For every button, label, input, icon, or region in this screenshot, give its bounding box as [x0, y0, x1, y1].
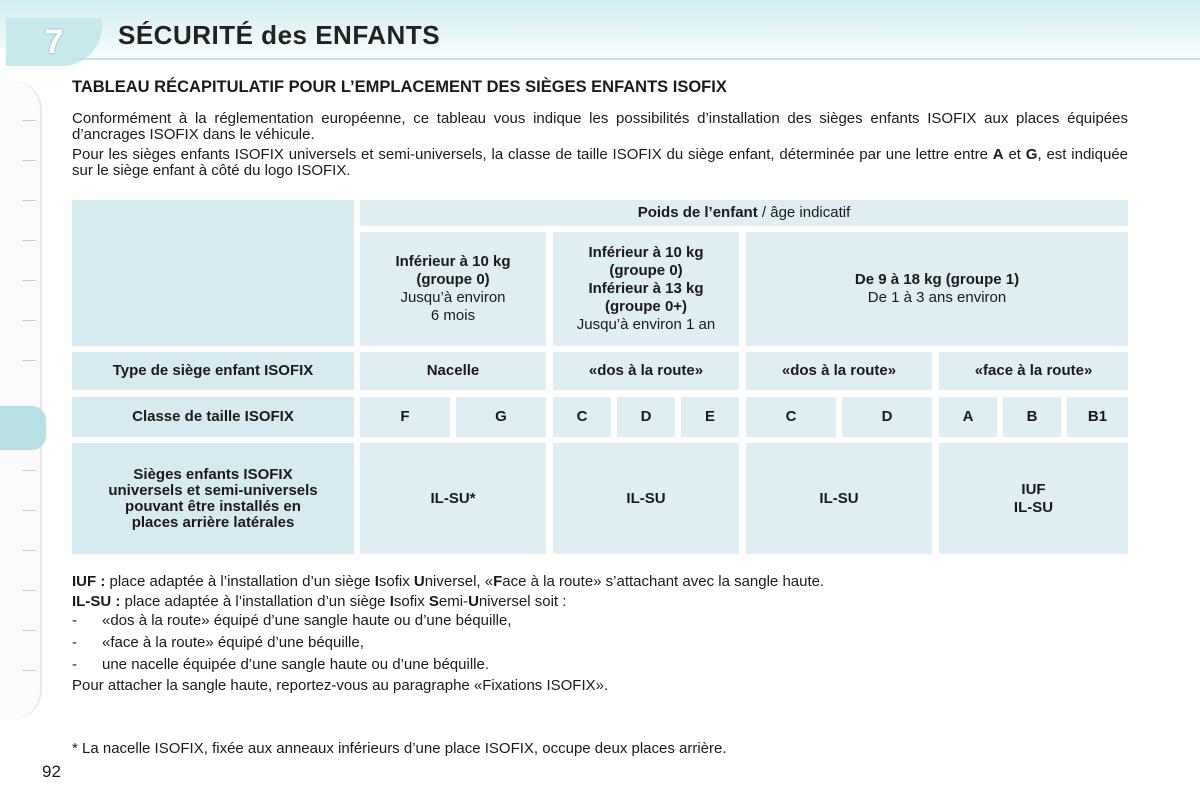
intro-paragraph-1: Conformément à la réglementation européenne, ce tableau vous indique les possibilités d’installation des sièges enfants ISOFIX aux places équipées d’ancrages ISOFIX dans le véhicule.	[72, 110, 1128, 143]
legend-list-item: - «dos à la route» équipé d’une sangle haute ou d’une béquille,	[72, 612, 512, 629]
class-cell: B1	[1067, 397, 1128, 437]
class-cell: A	[939, 397, 997, 437]
class-cell: D	[842, 397, 932, 437]
value-cell: IL-SU	[746, 443, 932, 554]
table-corner-cell	[72, 200, 354, 346]
row-label-size-class: Classe de taille ISOFIX	[72, 397, 354, 437]
class-cell: C	[746, 397, 836, 437]
row-label-seats: Sièges enfants ISOFIX universels et semi-universels pouvant être installés en places arrière latérales	[72, 443, 354, 554]
rail-tick	[22, 160, 36, 161]
rail-tick	[22, 240, 36, 241]
class-cell: G	[456, 397, 546, 437]
intro-paragraph-2: Pour les sièges enfants ISOFIX universels et semi-universels, la classe de taille ISOFIX du siège enfant, déterminée par une lettre entre A et G, est indiquée sur le siège enfant à côté du logo ISOFIX.	[72, 146, 1129, 179]
rail-tick	[22, 120, 36, 121]
class-cell: E	[681, 397, 739, 437]
margin-rail	[0, 80, 42, 720]
group-1-cell: De 9 à 18 kg (groupe 1) De 1 à 3 ans environ	[746, 232, 1128, 346]
weight-header: Poids de l’enfant / âge indicatif	[360, 200, 1128, 226]
legend-note: Pour attacher la sangle haute, reportez-vous au paragraphe «Fixations ISOFIX».	[72, 677, 609, 694]
group-0plus-cell: Inférieur à 10 kg (groupe 0) Inférieur à 13 kg (groupe 0+) Jusqu’à environ 1 an	[553, 232, 739, 346]
rail-tick	[22, 470, 36, 471]
rail-tick	[22, 590, 36, 591]
group-0-cell: Inférieur à 10 kg (groupe 0) Jusqu’à environ 6 mois	[360, 232, 546, 346]
rail-tick	[22, 200, 36, 201]
header-divider	[72, 58, 1200, 60]
rail-tick	[22, 280, 36, 281]
type-cell: «dos à la route»	[553, 352, 739, 390]
class-cell: D	[617, 397, 675, 437]
rail-tick	[22, 550, 36, 551]
value-cell: IL-SU	[553, 443, 739, 554]
rail-tick	[22, 670, 36, 671]
rail-tick	[22, 630, 36, 631]
rail-tick	[22, 320, 36, 321]
type-cell: Nacelle	[360, 352, 546, 390]
chapter-thumb-tab[interactable]	[0, 406, 46, 450]
legend-list-item: - une nacelle équipée d’une sangle haute ou d’une béquille.	[72, 656, 489, 673]
type-cell: «dos à la route»	[746, 352, 932, 390]
section-title: TABLEAU RÉCAPITULATIF POUR L’EMPLACEMENT DES SIÈGES ENFANTS ISOFIX	[72, 78, 727, 96]
type-cell: «face à la route»	[939, 352, 1128, 390]
chapter-number: 7	[44, 23, 64, 61]
page-number: 92	[42, 762, 61, 781]
class-cell: B	[1003, 397, 1061, 437]
legend-ilsu: IL-SU : place adaptée à l’installation d’un siège Isofix Semi-Universel soit :	[72, 593, 567, 610]
footnote: * La nacelle ISOFIX, fixée aux anneaux inférieurs d’une place ISOFIX, occupe deux places arrière.	[72, 740, 727, 757]
value-cell: IL-SU*	[360, 443, 546, 554]
value-cell: IUF IL-SU	[939, 443, 1128, 554]
legend-iuf: IUF : place adaptée à l’installation d’un siège Isofix Universel, «Face à la route» s’attachant avec la sangle haute.	[72, 573, 825, 590]
rail-tick	[22, 360, 36, 361]
row-label-seat-type: Type de siège enfant ISOFIX	[72, 352, 354, 390]
rail-tick	[22, 510, 36, 511]
class-cell: F	[360, 397, 450, 437]
legend-list-item: - «face à la route» équipé d’une béquille,	[72, 634, 364, 651]
class-cell: C	[553, 397, 611, 437]
chapter-title: SÉCURITÉ des ENFANTS	[118, 20, 441, 50]
